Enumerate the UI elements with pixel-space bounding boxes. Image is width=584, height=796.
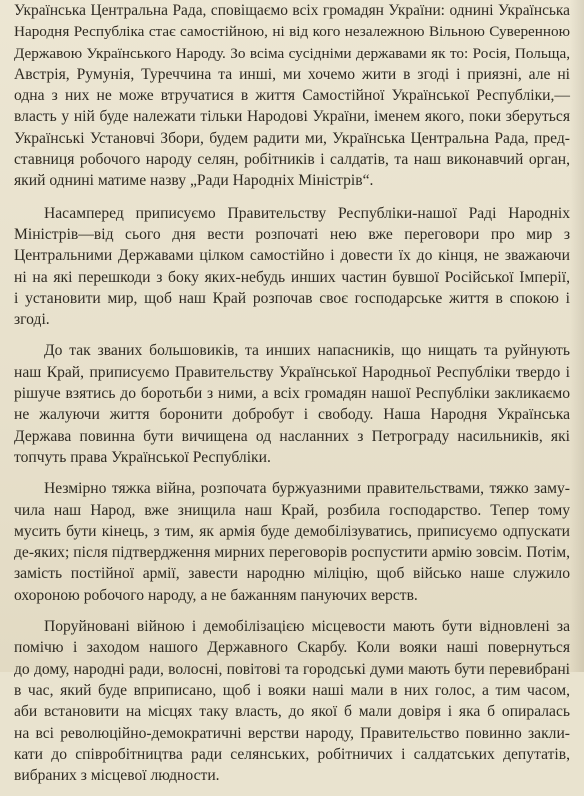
text-line: помічю і заходом нашого Державного Скарбу. Коли вояки наші повернуться <box>14 639 570 657</box>
document-text <box>14 0 570 796</box>
text-line: Українська Центральна Рада, сповіщаємо всіх громадян України: однині Українська <box>14 2 570 19</box>
text-line: в час, який буде вприписано, щоб і вояки наші мали в них голос, а тим часом, <box>14 681 570 699</box>
text-line: на всі революційно-демократичні верстви народу, Правительство повинно закли- <box>14 724 570 742</box>
text-line: аби встановити на місцях таку власть, до якої б мали довіря і яка б опиралась <box>14 703 570 721</box>
text-line: який однині матиме назву „Ради Народніх Міністрів“. <box>14 172 374 190</box>
page-fold-shadow <box>570 0 584 672</box>
text-line: замість постійної армії, завести народню міліцію, щоб військо наше служило <box>14 565 570 583</box>
paragraph-1 <box>14 0 570 192</box>
text-line: Насамперед приписуємо Правительству Республіки-нашої Раді Народніх <box>44 204 570 222</box>
text-line: ні на які перешкоди з боку яких-небудь инших частин бувшої Російської Імперії, <box>14 268 570 286</box>
text-line: де-яких; після підтвердження мирних переговорів роспустити армію зовсім. Потім, <box>14 544 570 562</box>
paragraph-3 <box>14 340 570 468</box>
text-line: і установити мир, щоб наш Край розпочав своє господарське життя в спокою і <box>14 289 570 307</box>
text-line: власть у ній буде належати тільки Народові України, іменем якого, поки зберуться <box>14 108 570 126</box>
text-line: Поруйновані війною і демобілізацією місцевости мають бути відновлені за <box>44 618 570 636</box>
text-line: кати до співробітництва ради селянських, робітничих і салдатських депутатів, <box>14 745 570 763</box>
text-line: Міністрів—від сього дня вести розпочаті нею вже переговори про мир з <box>14 225 570 243</box>
text-line: чила наш Народ, вже знищила наш Край, розбила господарство. Тепер тому <box>14 501 570 519</box>
text-line: згоді. <box>14 311 50 329</box>
text-line: Державою Українського Народу. Зо всіма сусідніми державами як то: Росія, Польща, <box>14 44 570 62</box>
text-line: Австрія, Румунія, Туреччина та инші, ми хочемо жити в згоді і приязні, але ні <box>14 65 570 83</box>
text-line: вибраних з місцевої людности. <box>14 767 220 785</box>
text-line: охороною робочого народу, а не бажанням пануючих верств. <box>14 586 418 604</box>
text-line: до дому, народні ради, волосні, повітові та городські думи мають бути перевибрані <box>14 660 570 678</box>
text-line: Держава повинна бути вичищена од насланних з Петрограду насильників, які <box>14 427 570 445</box>
text-line: Народня Республіка стає самостійною, ні від кого незалежною Вільною Суверенною <box>14 23 570 41</box>
text-line: рішуче взятись до боротьби з ними, а всіх громадян нашої Республіки закликаємо <box>14 385 570 403</box>
paragraph-4 <box>14 478 570 606</box>
text-line: До так званих большовиків, та инших напасників, що нищать та руйнують <box>44 342 570 360</box>
paragraph-5 <box>14 616 570 786</box>
text-line: Незмірно тяжка війна, розпочата буржуазними правительствами, тяжко заму- <box>44 480 570 498</box>
text-line: топчуть права Української Республіки. <box>14 448 271 466</box>
text-line: мусить бути кінець, з тим, як армія буде демобілізуватись, приписуємо одпускати <box>14 522 570 540</box>
text-line: одна з них не може втручатися в життя Самостійної Української Республіки,— <box>14 87 570 105</box>
text-line: Українські Установчі Збори, будем радити ми, Українська Центральна Рада, пред- <box>14 129 570 147</box>
text-line: наш Край, приписуємо Правительству Української Народньої Республіки твердо і <box>14 363 570 381</box>
paragraph-2 <box>14 203 570 331</box>
text-line: Центральними Державами цілком самостійно і довести їх до кінця, не зважаючи <box>14 247 570 265</box>
text-line: ставниця робочого народу селян, робітників і салдатів, та наш виконавчий орган, <box>14 151 570 169</box>
text-line: не жалуючи життя боронити добробут і свободу. Наша Народня Українська <box>14 406 570 424</box>
